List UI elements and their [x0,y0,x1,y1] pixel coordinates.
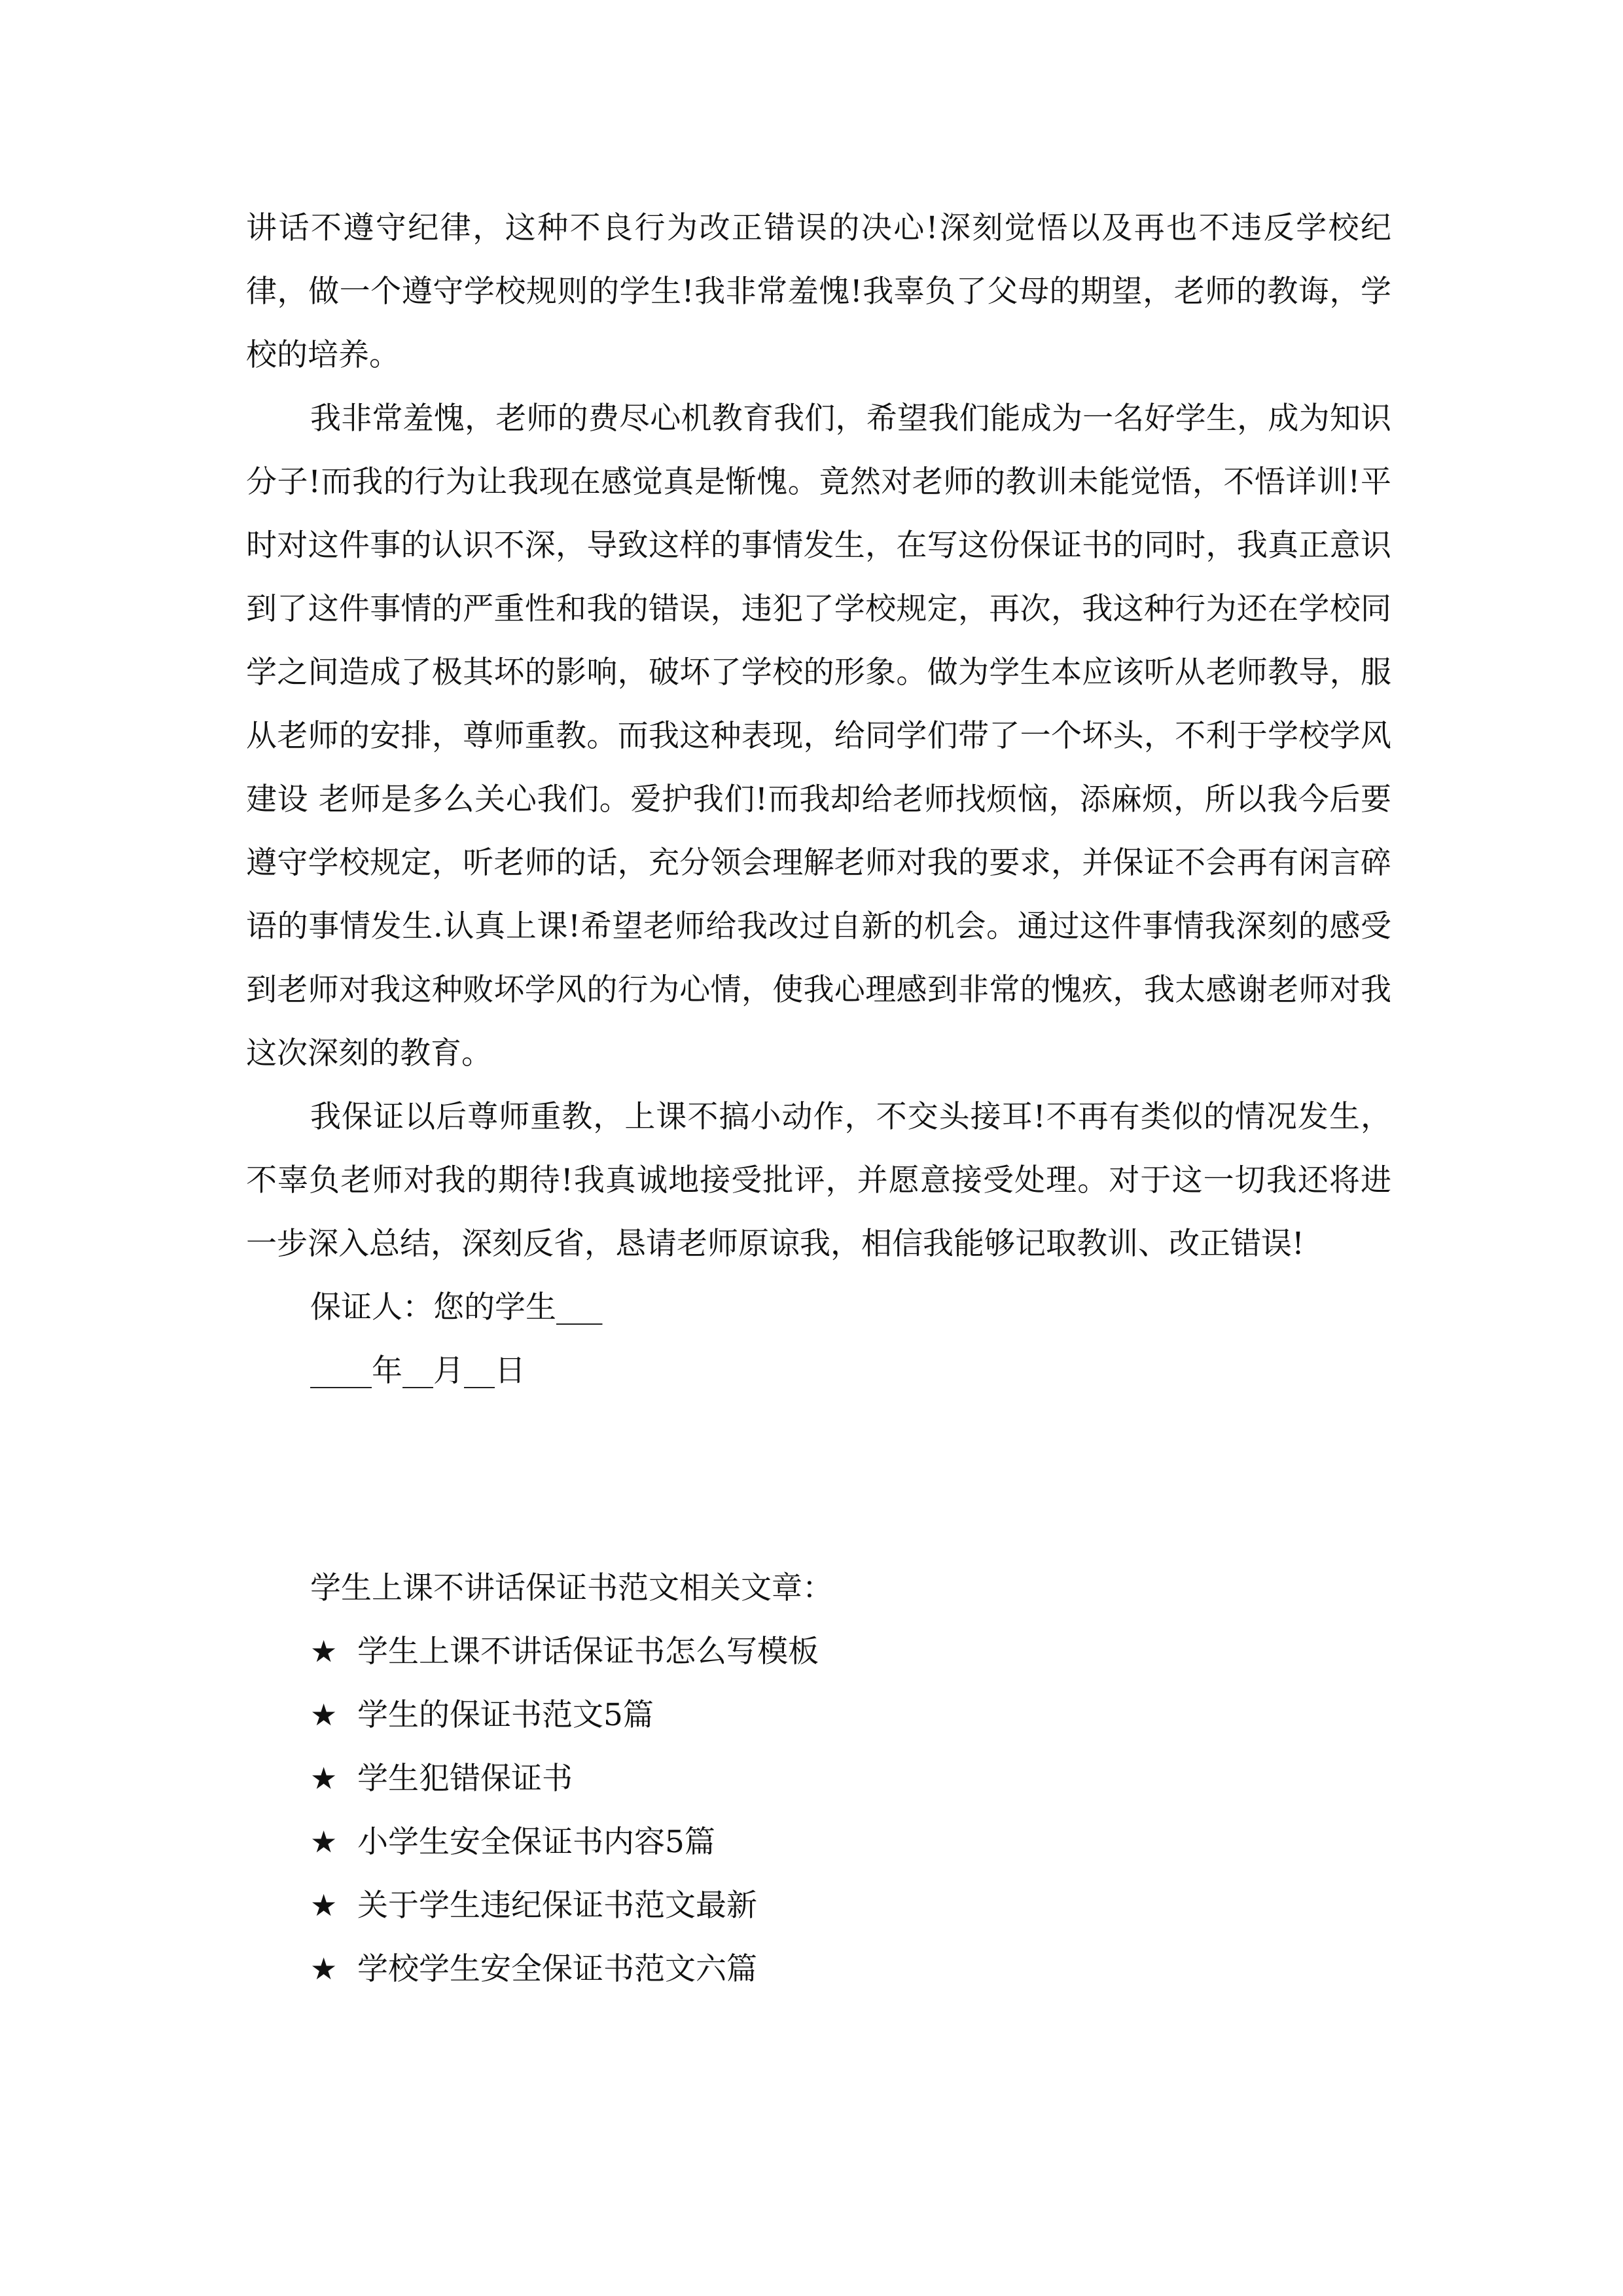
related-articles-title: 学生上课不讲话保证书范文相关文章： [310,1570,833,1606]
related-article-link[interactable] [310,1937,1391,2001]
star-icon: ★ [310,1824,338,1859]
star-icon: ★ [310,1951,338,1986]
star-icon: ★ [310,1761,338,1796]
body-paragraph-1: 讲话不遵守纪律，这种不良行为改正错误的决心!深刻觉悟以及再也不违反学校纪律，做一个遵守学校规则的学生!我非常羞愧!我辜负了父母的期望，老师的教诲，学校的培养。 [246,210,1391,373]
related-article-label: 学生上课不讲话保证书怎么写模板 [357,1634,819,1670]
related-article-label: 学校学生安全保证书范文六篇 [357,1951,757,1987]
related-article-link[interactable] [310,1683,1391,1747]
related-article-label: 关于学生违纪保证书范文最新 [357,1888,757,1924]
related-article-link[interactable] [310,1874,1391,1937]
related-articles-list [246,1620,1391,2001]
related-article-label: 学生的保证书范文5篇 [357,1697,654,1733]
related-article-label: 小学生安全保证书内容5篇 [357,1824,715,1860]
related-article-link[interactable] [310,1620,1391,1683]
related-article-link[interactable] [310,1747,1391,1810]
document-body [246,196,1391,2001]
signature-line: 保证人：您的学生___ [310,1289,603,1325]
related-article-label: 学生犯错保证书 [357,1761,573,1797]
body-paragraph-3: 我保证以后尊师重教，上课不搞小动作，不交头接耳!不再有类似的情况发生，不辜负老师对我的期待!我真诚地接受批评，并愿意接受处理。对于这一切我还将进一步深入总结，深刻反省，恳请老师原谅我，相信我能够记取教训、改正错误! [246,1099,1391,1262]
star-icon: ★ [310,1697,338,1732]
related-articles [246,1556,1391,2001]
star-icon: ★ [310,1634,338,1669]
star-icon: ★ [310,1888,338,1923]
related-article-link[interactable] [310,1810,1391,1874]
date-line: ____年__月__日 [310,1353,526,1389]
body-paragraph-2: 我非常羞愧，老师的费尽心机教育我们，希望我们能成为一名好学生，成为知识分子!而我的行为让我现在感觉真是惭愧。竟然对老师的教训未能觉悟，不悟详训!平时对这件事的认识不深，导致这样的事情发生，在写这份保证书的同时，我真正意识到了这件事情的严重性和我的错误，违犯了学校规定，再次，我这种行为还在学校同学之间造成了极其坏的影响，破坏了学校的形象。做为学生本应该听从老师教导，服从老师的安排，尊师重教。而我这种表现，给同学们带了一个坏头，不利于学校学风建设 老师是多么关心我们。爱护我们!而我却给老师找烦恼，添麻烦，所以我今后要遵守学校规定，听老师的话，充分领会理解老师对我的要求，并保证不会再有闲言碎语的事情发生.认真上课!希望老师给我改过自新的机会。通过这件事情我深刻的感受到老师对我这种败坏学风的行为心情，使我心理感到非常的愧疚，我太感谢老师对我这次深刻的教育。 [246,401,1391,1071]
